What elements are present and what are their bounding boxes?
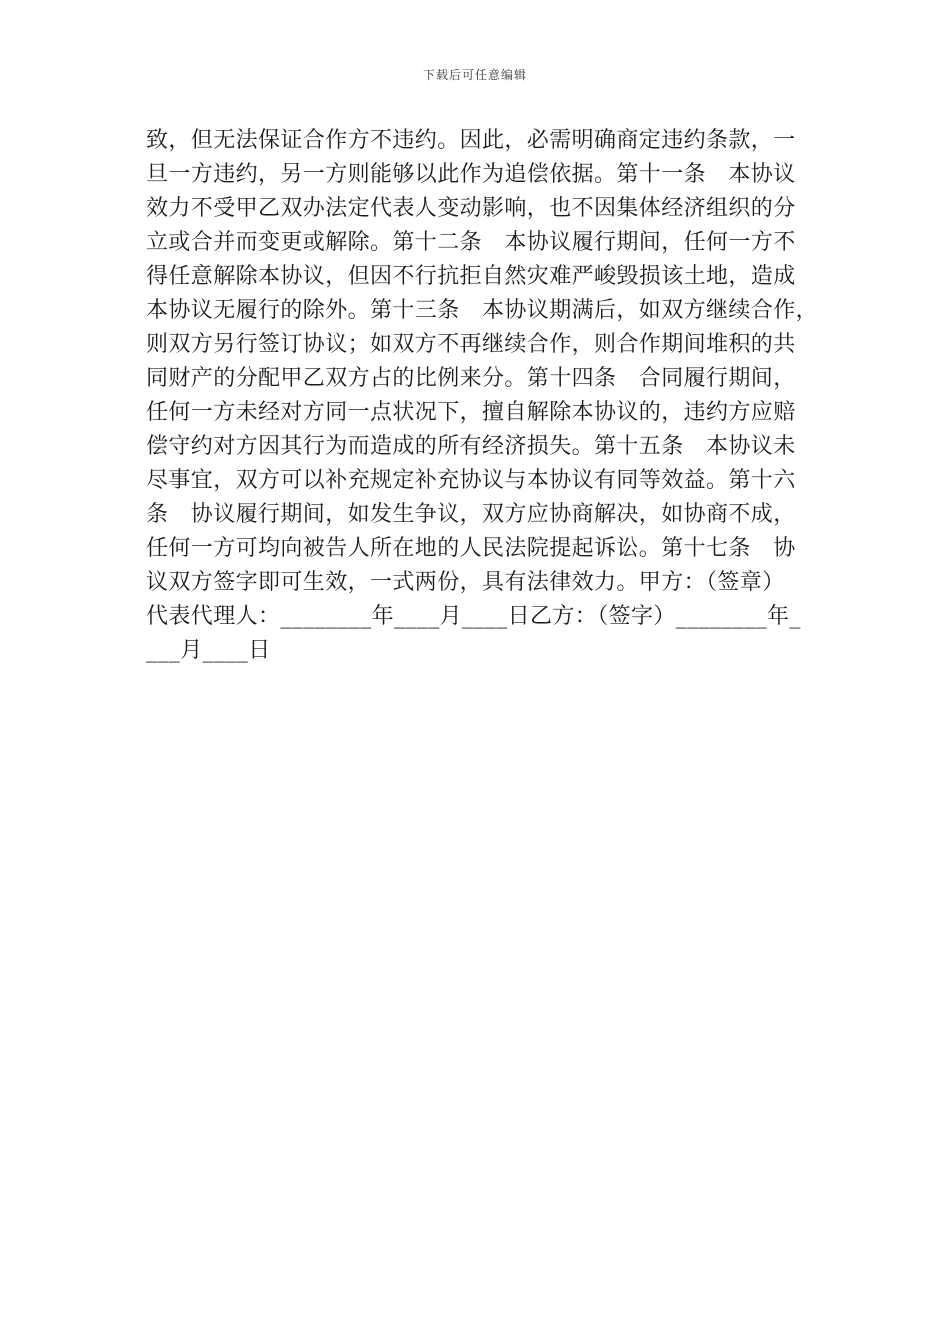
paragraph-line: 致，但无法保证合作方不违约。因此，必需明确商定违约条款，一 (146, 128, 796, 153)
paragraph-line: 议双方签字即可生效，一式两份，具有法律效力。甲方：（签章） (146, 570, 785, 595)
paragraph-line: 尽事宜，双方可以补充规定补充协议与本协议有同等效益。第十六 (146, 468, 796, 493)
paragraph-line: 条 协议履行期间，如发生争议，双方应协商解决，如协商不成， (146, 502, 796, 527)
paragraph-line: 同财产的分配甲乙双方占的比例来分。第十四条 合同履行期间， (146, 366, 796, 391)
paragraph-line: 立或合并而变更或解除。第十二条 本协议履行期间，任何一方不 (146, 230, 796, 255)
paragraph-line: 偿守约对方因其行为而造成的所有经济损失。第十五条 本协议未 (146, 434, 796, 459)
paragraph-line: 效力不受甲乙双办法定代表人变动影响，也不因集体经济组织的分 (146, 196, 796, 221)
paragraph-line: 任何一方可均向被告人所在地的人民法院提起诉讼。第十七条 协 (146, 536, 796, 561)
paragraph-line: 旦一方违约，另一方则能够以此作为追偿依据。第十一条 本协议 (146, 162, 796, 187)
signature-line: ___月____日 (146, 638, 271, 663)
paragraph-line: 则双方另行签订协议；如双方不再继续合作，则合作期间堆积的共 (146, 332, 796, 357)
paragraph-line: 本协议无履行的除外。第十三条 本协议期满后，如双方继续合作， (146, 298, 819, 323)
page-header: 下载后可任意编辑 (422, 68, 527, 82)
signature-line: 代表代理人：________年____月____日乙方：（签字）________年_ (146, 604, 801, 629)
document-body (146, 124, 846, 668)
paragraph-line: 得任意解除本协议，但因不行抗拒自然灾难严峻毁损该土地，造成 (146, 264, 796, 289)
paragraph-line: 任何一方未经对方同一点状况下，擅自解除本协议的，违约方应赔 (146, 400, 796, 425)
